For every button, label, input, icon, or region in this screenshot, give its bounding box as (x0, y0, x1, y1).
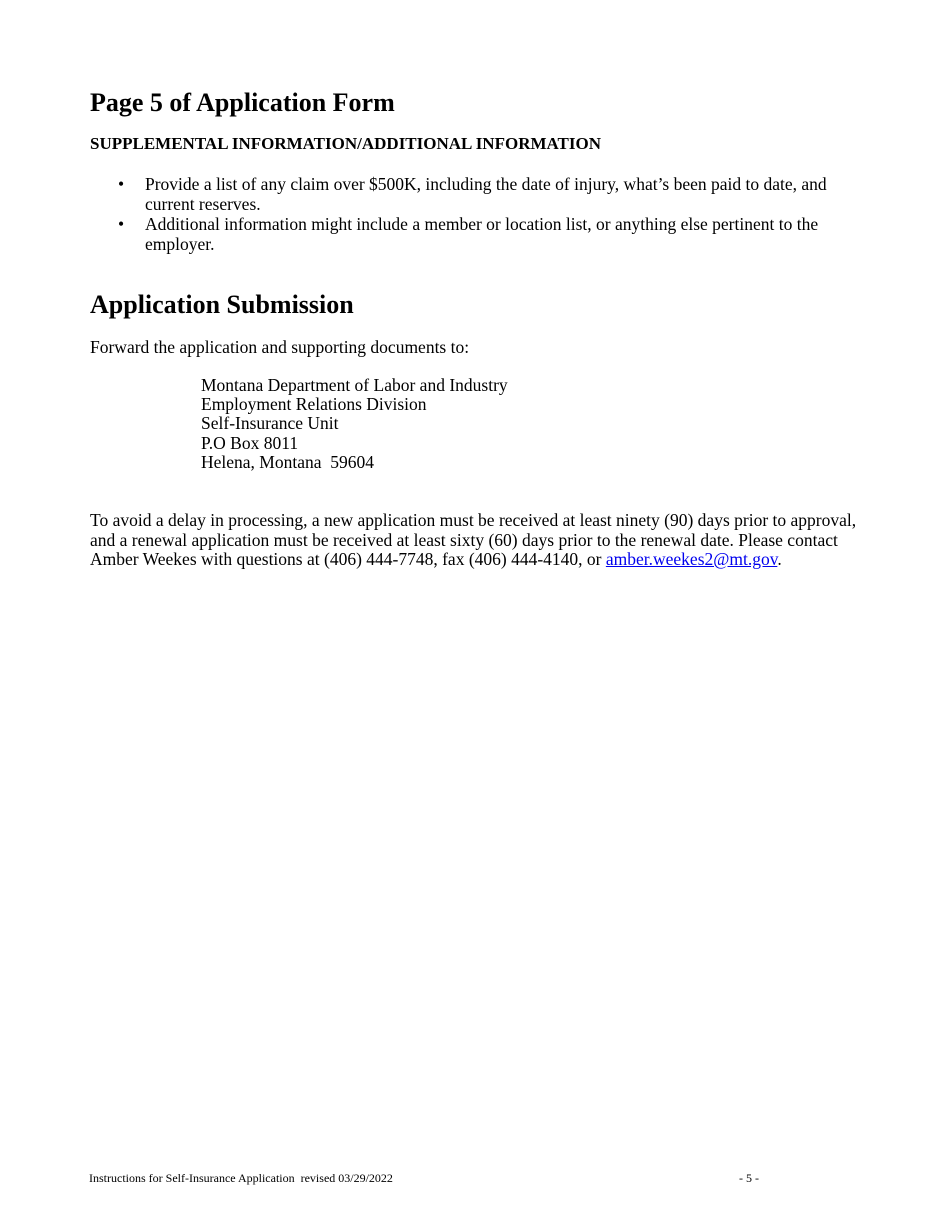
submission-intro: Forward the application and supporting documents to: (90, 337, 470, 357)
address-line: Helena, Montana 59604 (201, 451, 375, 472)
bullet-icon: • (118, 214, 125, 234)
footer-page-number: - 5 - (739, 1171, 759, 1185)
contact-email-link[interactable]: amber.weekes2@mt.gov (605, 549, 778, 569)
list-item (90, 175, 860, 214)
footer-revision-text: Instructions for Self-Insurance Application revised 03/29/2022 (89, 1171, 393, 1185)
bullet-icon: • (118, 174, 125, 194)
page-title: Page 5 of Application Form (90, 88, 395, 117)
address-line: Employment Relations Division (201, 394, 427, 415)
notice-text: To avoid a delay in processing, a new application must be received at least ninety (90) days prior to approval, and a renewal application must be received at least sixty (60) days prior to the renewal date. Please contact Amber Weekes with questions at (406) 444-7748, fax (406) 444-4140, or (90, 510, 857, 569)
processing-notice (90, 511, 860, 570)
address-line: Montana Department of Labor and Industry (201, 375, 508, 395)
list-item (90, 215, 860, 254)
supplemental-bullet-list (90, 175, 860, 255)
submission-heading: Application Submission (90, 290, 354, 319)
mailing-address (201, 376, 508, 472)
notice-end: . (777, 549, 782, 569)
address-line: P.O Box 8011 (201, 432, 299, 453)
list-item-text: Provide a list of any claim over $500K, including the date of injury, what’s been paid to date, and current reserves. (145, 174, 827, 214)
address-line: Self-Insurance Unit (201, 413, 339, 434)
list-item-text: Additional information might include a member or location list, or anything else pertinent to the employer. (145, 214, 819, 254)
supplemental-heading: SUPPLEMENTAL INFORMATION/ADDITIONAL INFORMATION (90, 134, 601, 153)
